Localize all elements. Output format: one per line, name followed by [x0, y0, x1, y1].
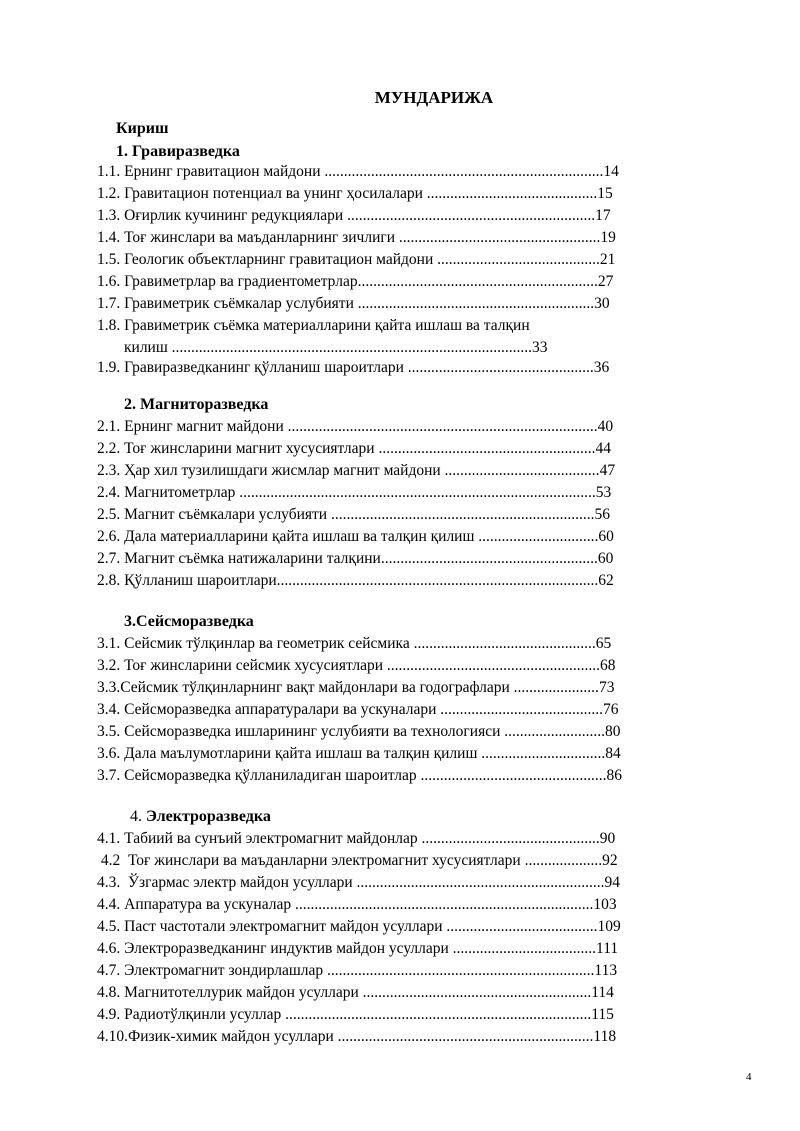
toc-entry: 3.4. Сейсморазведка аппаратуралари ва ускуналари ..........................................76	[97, 701, 619, 718]
toc-entry-continuation: килиш .............................................................................................33	[124, 339, 548, 356]
section-number: 2.	[124, 396, 136, 413]
toc-entry: 4.2 Тоғ жинслари ва маъданларни электромагнит хусусиятлари ....................92	[97, 852, 618, 869]
intro-heading: Кириш	[116, 120, 169, 137]
section-title: Сейсморазведка	[136, 613, 254, 630]
toc-entry: 2.2. Тоғ жинсларини магнит хусусиятлари ........................................................44	[97, 440, 611, 457]
section-heading	[130, 808, 271, 826]
toc-entry: 1.3. Оғирлик кучининг редукциялари ................................................................17	[97, 207, 611, 224]
toc-entry: 1.5. Геологик объектларнинг гравитацион майдони ..........................................21	[97, 251, 616, 268]
toc-entry: 4.7. Электромагнит зондирлашлар .....................................................................113	[97, 962, 618, 979]
toc-entry: 1.7. Гравиметрик съёмкалар услубияти .............................................................30	[97, 295, 610, 312]
section-title: Электроразведка	[146, 808, 271, 825]
toc-entry: 2.3. Ҳар хил тузилишдаги жисмлар магнит майдони ........................................47	[97, 462, 616, 479]
toc-entry: 2.5. Магнит съёмкалари услубияти ....................................................................56	[97, 506, 610, 523]
section-heading	[124, 613, 254, 631]
toc-entry: 3.6. Дала маълумотларини қайта ишлаш ва талқин қилиш ................................84	[97, 745, 621, 762]
toc-entry: 1.6. Гравиметрлар ва градиентометрлар..............................................................27	[97, 273, 614, 290]
toc-entry: 1.2. Гравитацион потенциал ва унинг ҳосилалари ............................................15	[97, 185, 613, 202]
toc-entry: 4.1. Табиий ва сунъий электромагнит майдонлар ..............................................90	[97, 830, 616, 847]
toc-entry: 1.9. Гравиразведканинг қўлланиш шароитлари ................................................36	[97, 359, 610, 376]
toc-entry: 2.7. Магнит съёмка натижаларини талқини........................................................60	[97, 550, 614, 567]
section-title: Гравиразведка	[132, 143, 240, 160]
toc-entry: 1.8. Гравиметрик съёмка материалларини қайта ишлаш ва талқин	[97, 317, 530, 334]
toc-entry: 3.3.Сейсмик тўлқинларнинг вақт майдонлари ва годографлари ......................73	[97, 679, 615, 696]
section-number: 1.	[116, 143, 128, 160]
toc-entry: 1.1. Ернинг гравитацион майдони ........................................................................14	[97, 163, 619, 180]
toc-entry: 1.4. Тоғ жинслари ва маъданларнинг зичлиги ....................................................19	[97, 229, 616, 246]
section-heading	[116, 143, 240, 161]
toc-entry: 3.5. Сейсморазведка ишларининг услубияти ва технологияси ..........................80	[97, 723, 621, 740]
toc-entry: 4.3. Ўзгармас электр майдон усуллари ................................................................94	[97, 874, 621, 891]
section-number: 3.	[124, 613, 136, 630]
toc-entry: 4.6. Электроразведканинг индуктив майдон усуллари .....................................111	[97, 940, 619, 957]
toc-entry: 3.2. Тоғ жинсларини сейсмик хусусиятлари .......................................................68	[97, 657, 616, 674]
toc-entry: 2.8. Қўлланиш шароитлари...................................................................................62	[97, 572, 614, 589]
section-number: 4.	[130, 808, 142, 825]
toc-entry: 3.7. Сейсморазведка қўлланиладиган шароитлар ................................................86	[97, 767, 623, 784]
toc-entry: 4.5. Паст частотали электромагнит майдон усуллари .......................................109	[97, 918, 621, 935]
toc-entry: 2.1. Ернинг магнит майдони ................................................................................40	[97, 418, 614, 435]
page-title: МУНДАРИЖА	[374, 88, 494, 107]
toc-entry: 2.6. Дала материалларини қайта ишлаш ва талқин қилиш ...............................60	[97, 528, 614, 545]
section-title: Магниторазведка	[140, 396, 269, 413]
toc-entry: 3.1. Сейсмик тўлқинлар ва геометрик сейсмика ...............................................65	[97, 635, 612, 652]
section-heading	[124, 396, 268, 414]
toc-entry: 4.10.Физик-химик майдон усуллари ..................................................................118	[97, 1028, 617, 1045]
page-number: 4	[746, 1071, 752, 1083]
toc-entry: 4.8. Магнитотеллурик майдон усуллари ...........................................................114	[97, 984, 614, 1001]
toc-entry: 2.4. Магнитометрлар ............................................................................................53	[97, 484, 612, 501]
toc-entry: 4.9. Радиотўлқинли усуллар ...............................................................................115	[97, 1006, 614, 1023]
toc-entry: 4.4. Аппаратура ва ускуналар .............................................................................103	[97, 896, 617, 913]
